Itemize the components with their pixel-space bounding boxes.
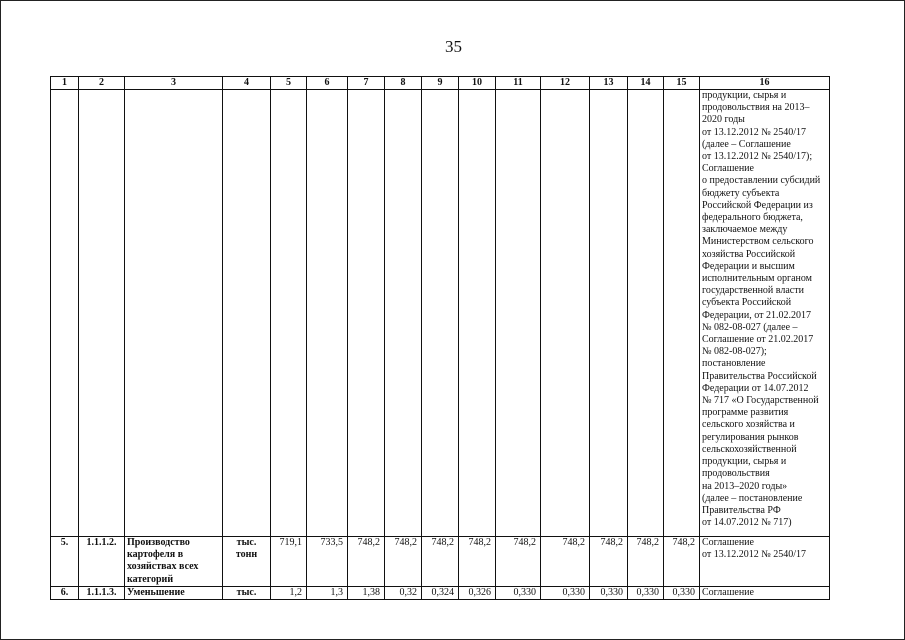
source-line: хозяйства Российской bbox=[702, 248, 796, 260]
source-cell: Соглашение от 13.12.2012 № 2540/17 bbox=[700, 537, 830, 587]
source-line: Соглашение от 21.02.2017 bbox=[702, 334, 814, 346]
value-cell: 0,324 bbox=[422, 586, 459, 599]
row-number: 6. bbox=[51, 586, 79, 599]
column-header: 10 bbox=[459, 77, 496, 90]
value-cell: 748,2 bbox=[348, 537, 385, 587]
value-cell: 0,330 bbox=[590, 586, 628, 599]
source-line: федерального бюджета, bbox=[702, 212, 803, 224]
column-header: 1 bbox=[51, 77, 79, 90]
source-line: Правительства РФ bbox=[702, 504, 781, 516]
source-line: Министерством сельского bbox=[702, 236, 814, 248]
source-line: Федерации, от 21.02.2017 bbox=[702, 309, 811, 321]
row-code: 1.1.1.3. bbox=[79, 586, 125, 599]
source-line: Российской Федерации из bbox=[702, 199, 813, 211]
value-cell: 0,330 bbox=[628, 586, 664, 599]
column-header: 12 bbox=[541, 77, 590, 90]
column-header: 6 bbox=[307, 77, 348, 90]
value-cell: 748,2 bbox=[628, 537, 664, 587]
source-line: бюджету субъекта bbox=[702, 187, 780, 199]
table-row bbox=[51, 537, 830, 587]
row-code: 1.1.1.2. bbox=[79, 537, 125, 587]
column-header: 4 bbox=[223, 77, 271, 90]
column-header: 11 bbox=[496, 77, 541, 90]
source-cell bbox=[700, 90, 830, 537]
source-text bbox=[702, 90, 827, 529]
source-line: № 082-08-027 (далее – bbox=[702, 321, 798, 333]
value-cell: 1,38 bbox=[348, 586, 385, 599]
column-header: 8 bbox=[385, 77, 422, 90]
value-cell: 719,1 bbox=[271, 537, 307, 587]
source-line: постановление bbox=[702, 358, 766, 370]
header-row bbox=[51, 77, 830, 90]
value-cell: 0,32 bbox=[385, 586, 422, 599]
value-cell: 1,3 bbox=[307, 586, 348, 599]
source-cell: Соглашение bbox=[700, 586, 830, 599]
column-header: 5 bbox=[271, 77, 307, 90]
source-line: сельскохозяйственной bbox=[702, 443, 797, 455]
source-line: продукции, сырья и bbox=[702, 456, 787, 468]
column-header: 15 bbox=[664, 77, 700, 90]
value-cell: 748,2 bbox=[541, 537, 590, 587]
value-cell: 0,330 bbox=[664, 586, 700, 599]
indicator-name: Производство картофеля в хозяйствах всех категорий bbox=[125, 537, 223, 587]
column-header: 16 bbox=[700, 77, 830, 90]
source-line: Соглашение bbox=[702, 163, 754, 175]
value-cell: 0,326 bbox=[459, 586, 496, 599]
value-cell: 1,2 bbox=[271, 586, 307, 599]
table-row bbox=[51, 586, 830, 599]
indicator-name: Уменьшение bbox=[125, 586, 223, 599]
source-line: о предоставлении субсидий bbox=[702, 175, 821, 187]
value-cell: 748,2 bbox=[590, 537, 628, 587]
value-cell: 733,5 bbox=[307, 537, 348, 587]
source-line: государственной власти bbox=[702, 285, 804, 297]
source-line: от 14.07.2012 № 717) bbox=[702, 517, 792, 529]
source-line: регулирования рынков bbox=[702, 431, 799, 443]
source-line: заключаемое между bbox=[702, 224, 788, 236]
source-line: на 2013–2020 годы» bbox=[702, 480, 788, 492]
value-cell: 0,330 bbox=[496, 586, 541, 599]
value-cell: 0,330 bbox=[541, 586, 590, 599]
unit: тыс. bbox=[223, 586, 271, 599]
source-line: субъекта Российской bbox=[702, 297, 792, 309]
column-header: 3 bbox=[125, 77, 223, 90]
unit: тыс. тонн bbox=[223, 537, 271, 587]
source-line: Федерации от 14.07.2012 bbox=[702, 382, 809, 394]
page-number: 35 bbox=[445, 37, 462, 56]
value-cell: 748,2 bbox=[496, 537, 541, 587]
source-line: продукции, сырья и bbox=[702, 90, 787, 101]
source-line: № 717 «О Государственной bbox=[702, 395, 819, 407]
source-line: (далее – постановление bbox=[702, 492, 803, 504]
source-line: исполнительным органом bbox=[702, 273, 812, 285]
source-line: сельского хозяйства и bbox=[702, 419, 795, 431]
column-header: 9 bbox=[422, 77, 459, 90]
source-line: Правительства Российской bbox=[702, 370, 817, 382]
column-header: 2 bbox=[79, 77, 125, 90]
source-line: от 13.12.2012 № 2540/17); bbox=[702, 151, 813, 163]
source-line: Федерации и высшим bbox=[702, 260, 795, 272]
source-line: от 13.12.2012 № 2540/17 bbox=[702, 126, 807, 138]
row-number: 5. bbox=[51, 537, 79, 587]
value-cell: 748,2 bbox=[664, 537, 700, 587]
value-cell: 748,2 bbox=[422, 537, 459, 587]
source-line: продовольствия на 2013– bbox=[702, 102, 810, 114]
column-header: 13 bbox=[590, 77, 628, 90]
column-header: 14 bbox=[628, 77, 664, 90]
value-cell: 748,2 bbox=[385, 537, 422, 587]
source-line: продовольствия bbox=[702, 468, 770, 480]
data-table bbox=[50, 76, 830, 600]
table-row-continuation bbox=[51, 90, 830, 537]
source-line: программе развития bbox=[702, 407, 789, 419]
source-line: 2020 годы bbox=[702, 114, 745, 126]
source-line: (далее – Соглашение bbox=[702, 138, 791, 150]
value-cell: 748,2 bbox=[459, 537, 496, 587]
column-header: 7 bbox=[348, 77, 385, 90]
source-line: № 082-08-027); bbox=[702, 346, 767, 358]
